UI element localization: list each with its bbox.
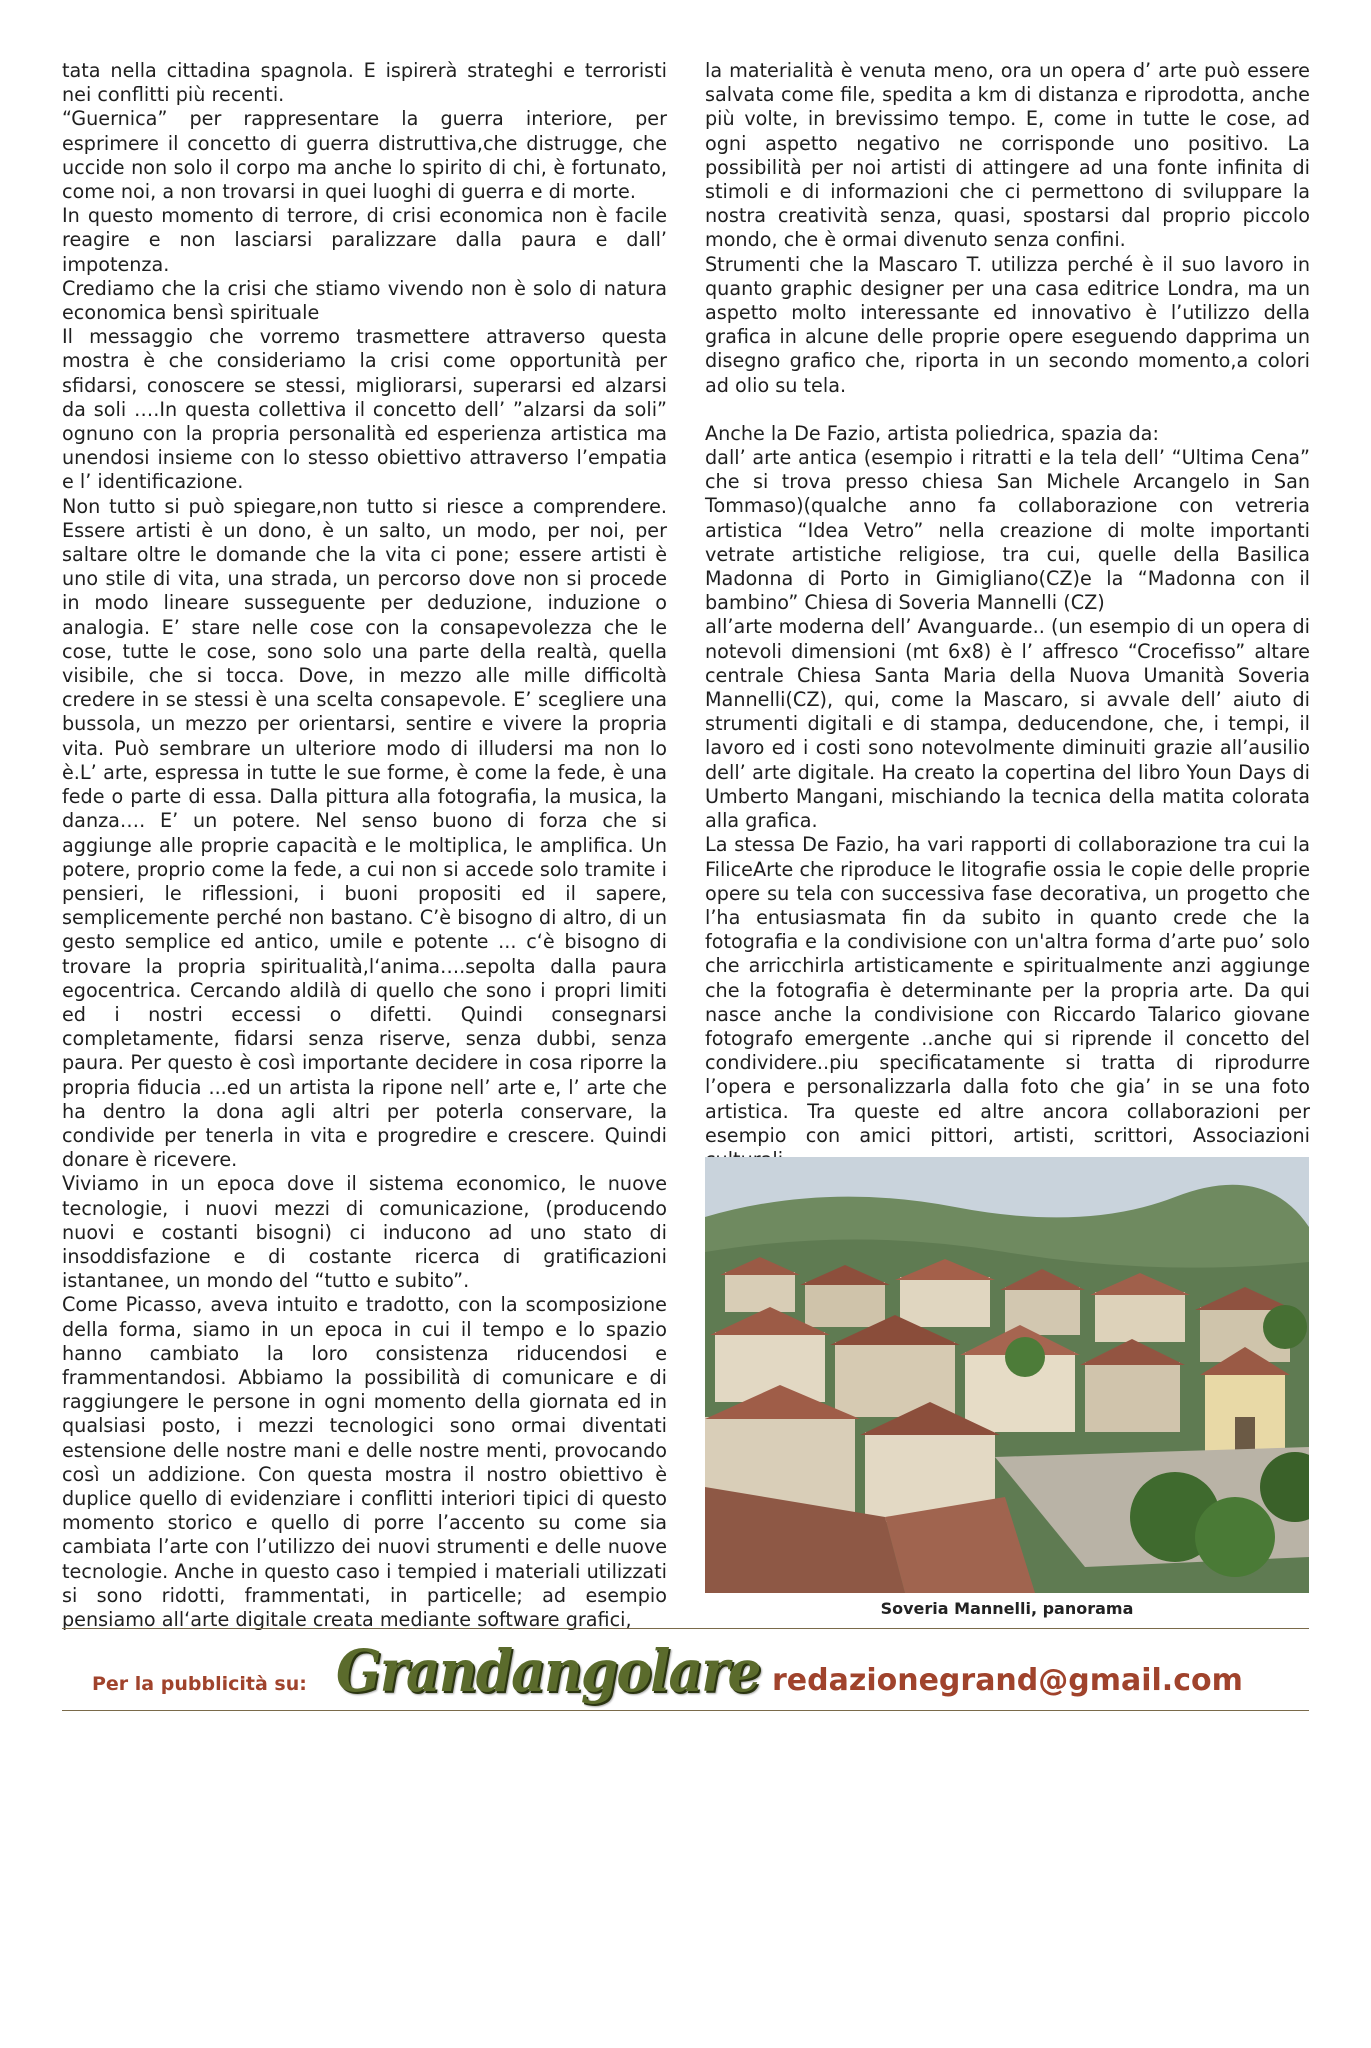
- paragraph: Il messaggio che vorremo trasmettere attraverso questa mostra è che consideriamo la crisi come opportunità per sfidarsi, conoscere se stessi, migliorarsi, superarsi ed alzarsi da soli ….In questa collettiva il concetto dell’ ”alzarsi da soli” ognuno con la propria personalità ed esperienza artistica ma unendosi insieme con lo stesso obiettivo attraverso l’empatia e l’ identificazione.: [62, 325, 667, 494]
- paragraph: Non tutto si può spiegare,non tutto si riesce a comprendere. Essere artisti è un dono, è un salto, un modo, per noi, per saltare oltre le domande che la vita ci pone; essere artisti è uno stile di vita, una strada, un percorso dove non si procede in modo lineare susseguente per deduzione, induzione o analogia. E’ stare nelle cose con la consapevolezza che le cose, tutte le cose, sono solo una parte della realtà, quella visibile, che si tocca. Dove, in mezzo alle mille difficoltà credere in se stessi è una scelta consapevole. E’ scegliere una bussola, un mezzo per orientarsi, sentire e vivere la propria vita. Può sembrare un ulteriore modo di illudersi ma non lo è.L’ arte, espressa in tutte le sue forme, è come la fede, è una fede o parte di essa. Dalla pittura alla fotografia, la musica, la danza…. E’ un potere. Nel senso buono di forza che si aggiunge alle proprie capacità e le moltiplica, le amplifica. Un potere, proprio come la fede, a cui non si accede solo tramite i pensieri, le riflessioni, i buoni propositi ed il sapere, semplicemente perché non bastano. C’è bisogno di altro, di un gesto semplice ed antico, umile e potente ... c‘è bisogno di trovare la propria spiritualità,l‘anima….sepolta dalla paura egocentrica. Cercando aldilà di quello che sono i propri limiti ed i nostri eccessi o difetti. Quindi consegnarsi completamente, fidarsi senza riserve, senza dubbi, senza paura. Per questo è così importante decidere in cosa riporre la propria fiducia ...ed un artista la ripone nell’ arte e, l’ arte che ha dentro la dona agli altri per poterla conservare, la condivide per tenerla in vita e progredire e crescere. Quindi donare è ricevere.: [62, 494, 667, 1172]
- panorama-illustration: [705, 1157, 1309, 1593]
- paragraph: la materialità è venuta meno, ora un opera d’ arte può essere salvata come file, spedita a km di distanza e riprodotta, anche più volte, in brevissimo tempo. E, come in tutte le cose, ad ogni aspetto negativo ne corrisponde uno positivo. La possibilità per noi artisti di attingere ad una fonte infinita di stimoli e di informazioni che ci permettono di sviluppare la nostra creatività senza, quasi, spostarsi dal proprio piccolo mondo, che è ormai divenuto senza confini.: [705, 59, 1310, 252]
- paragraph: Anche la De Fazio, artista poliedrica, spazia da:: [705, 421, 1159, 445]
- photo-caption: Soveria Mannelli, panorama: [880, 1599, 1134, 1618]
- left-text-column: [62, 59, 667, 1632]
- paragraph: La stessa De Fazio, ha vari rapporti di collaborazione tra cui la FiliceArte che riproduce le litografie ossia le copie delle proprie opere su tela con successiva fase decorativa, un progetto che l’ha entusiasmata fin da subito in quanto crede che la fotografia e la condivisione con un'altra forma d’arte puo’ solo che arricchirla artisticamente e spiritualmente anzi aggiunge che la fotografia è determinante per la propria arte. Da qui nasce anche la condivisione con Riccardo Talarico giovane fotografo emergente ..anche qui si riprende il concetto del condividere..piu specificatamente si tratta di riprodurre l’opera e personalizzarla dalla foto che gia’ in se una foto artistica. Tra queste ed altre ancora collaborazioni per esempio con amici pittori, artisti, scrittori, Associazioni: [705, 833, 1310, 1147]
- footer-bottom-rule: [62, 1710, 1309, 1711]
- paragraph: dall’ arte antica (esempio i ritratti e la tela dell’ “Ultima Cena” che si trova presso chiesa San Michele Arcangelo in San Tommaso)(qualche anno fa collaborazione con vetreria artistica “Idea Vetro” nella creazione di molte importanti vetrate artistiche religiose, tra cui, quelle della Basilica Madonna di Porto in Gimigliano(CZ)e la “Madonna con il bambino” Chiesa di Soveria Mannelli (CZ): [705, 446, 1310, 615]
- paragraph: Crediamo che la crisi che stiamo vivendo non è solo di natura economica bensì spirituale: [62, 276, 667, 325]
- paragraph: all’arte moderna dell’ Avanguarde.. (un esempio di un opera di notevoli dimensioni (mt 6x8) è l’ affresco “Crocefisso” altare centrale Chiesa Santa Maria della Nuova Umanità Soveria Mannelli(CZ), qui, come la Mascaro, si avvale dell’ aiuto di strumenti digitali e di stampa, deducendone, che, i tempi, il lavoro ed i costi sono notevolmente diminuiti grazie all’ausilio dell’ arte digitale. Ha creato la copertina del libro Youn Days di Umberto Mangani, mischiando la tecnica della matita colorata alla grafica.: [705, 615, 1310, 833]
- paragraph: “Guernica” per rappresentare la guerra interiore, per esprimere il concetto di guerra distruttiva,che distrugge, che uccide non solo il corpo ma anche lo spirito di chi, è fortunato, come noi, a non trovarsi in quei luoghi di guerra e di morte.: [62, 107, 667, 204]
- paragraph: In questo momento di terrore, di crisi economica non è facile reagire e non lasciarsi paralizzare dalla paura e dall’ impotenza.: [62, 204, 667, 276]
- town-panorama-photo: [705, 1157, 1309, 1593]
- paragraph-spacer: [705, 398, 1310, 422]
- paragraph: Viviamo in un epoca dove il sistema economico, le nuove tecnologie, i nuovi mezzi di comunicazione, (producendo nuovi e costanti bisogni) ci inducono ad uno stato di insoddisfazione e di costante ricerca di gratificazioni istantanee, un mondo del “tutto e subito”.: [62, 1172, 667, 1293]
- paragraph: tata nella cittadina spagnola. E ispirerà strateghi e terroristi nei conflitti più recenti.: [62, 59, 667, 107]
- right-text-column: [705, 59, 1310, 1172]
- paragraph: Come Picasso, aveva intuito e tradotto, con la scomposizione della forma, siamo in un epoca in cui il tempo e lo spazio hanno cambiato la loro consistenza riducendosi e frammentandosi. Abbiamo la possibilità di comunicare e di raggiungere le persone in ogni momento della giornata ed in qualsiasi posto, i mezzi tecnologici sono ormai diventati estensione delle nostre mani e delle nostre menti, provocando così un addizione. Con questa mostra il nostro obiettivo è duplice quello di evidenziare i conflitti interiori tipici di questo momento storico e quello di porre l’accento su come sia cambiata l’arte con l’utilizzo dei nuovi strumenti e delle nuove tecnologie. Anche in questo caso i tempied i materiali utilizzati si sono ridotti, frammentati, in particelle; ad esempio pensiamo all‘arte digitale creata mediante software grafici,: [62, 1293, 667, 1631]
- paragraph: Strumenti che la Mascaro T. utilizza perché è il suo lavoro in quanto graphic designer per una casa editrice Londra, ma un aspetto molto interessante ed innovativo è l’utilizzo della grafica in alcune delle proprie opere eseguendo dapprima un disegno grafico che, riporta in un secondo momento,a colori ad olio su tela.: [705, 252, 1310, 397]
- footer-top-rule: [62, 1628, 1309, 1629]
- advertising-label: Per la pubblicità su:: [92, 1673, 307, 1695]
- grandangolare-logo: Grandangolare: [336, 1637, 760, 1705]
- contact-email[interactable]: redazionegrand@gmail.com: [772, 1663, 1243, 1698]
